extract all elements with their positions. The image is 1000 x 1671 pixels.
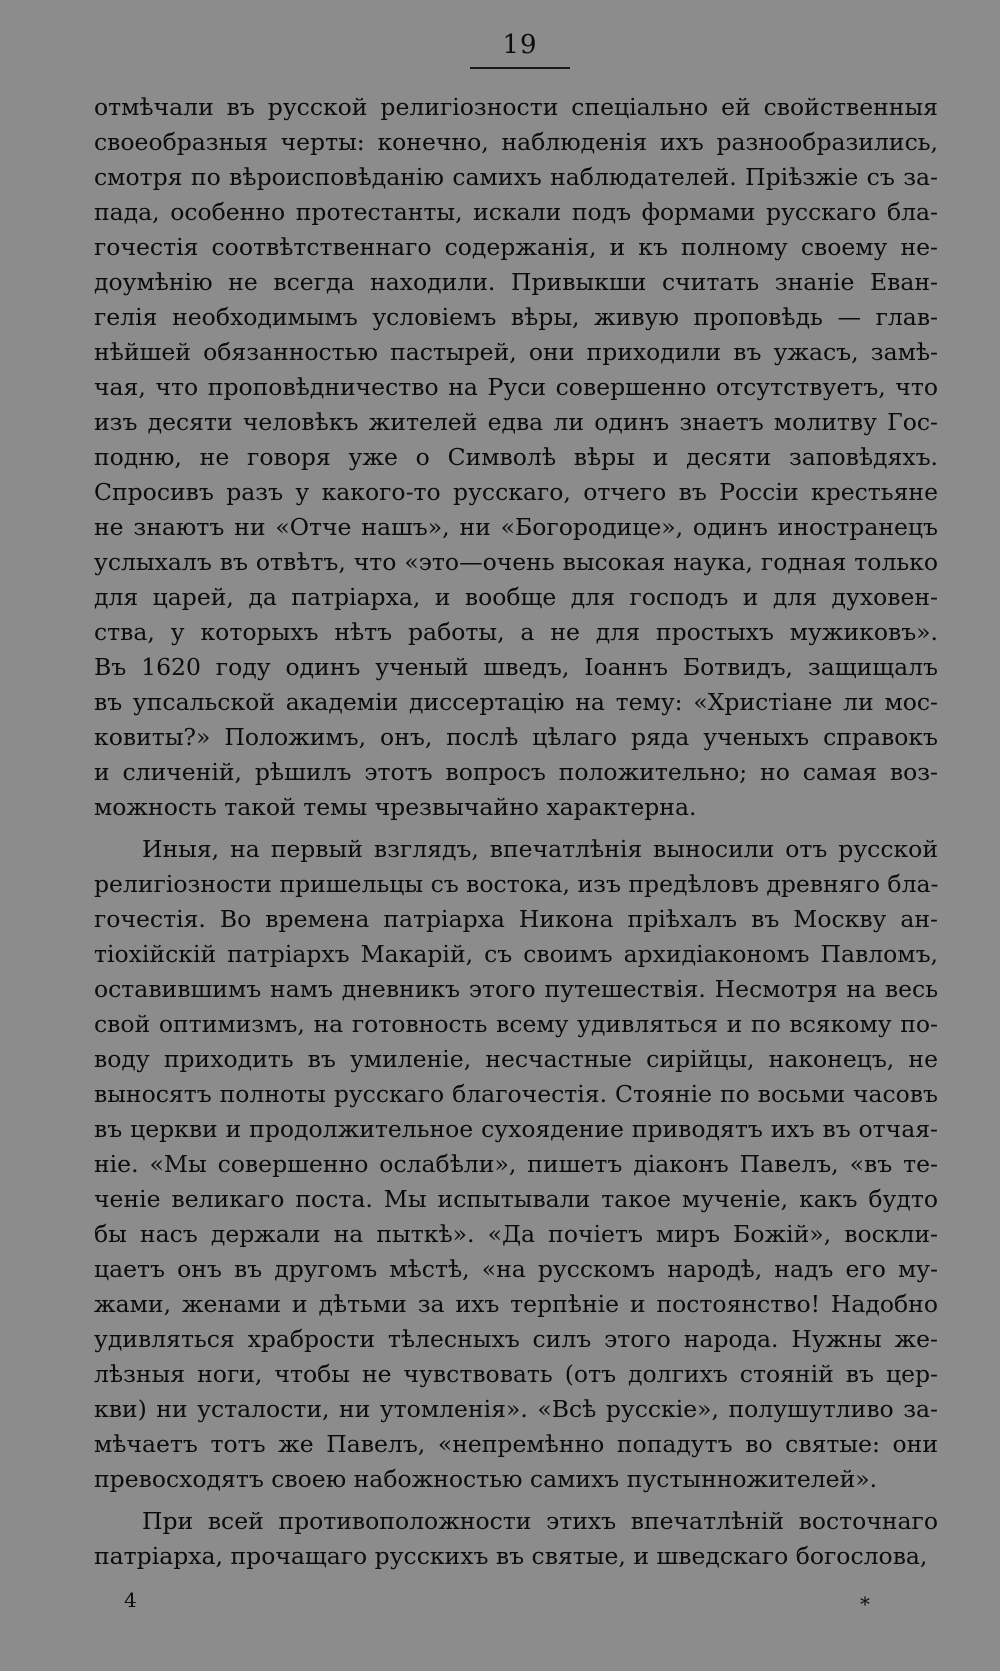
paragraph-gap <box>94 825 938 832</box>
text-line: смотря по вѣроисповѣданію самихъ наблюдателей. Пріѣзжіе съ за- <box>94 163 938 191</box>
page-number-rule <box>470 67 570 69</box>
text-line: мѣчаетъ тотъ же Павелъ, «непремѣнно попадутъ во святые: они <box>94 1430 938 1458</box>
text-line: выносятъ полноты русскаго благочестія. Стояніе по восьми часовъ <box>94 1080 938 1108</box>
text-line: ства, у которыхъ нѣтъ работы, а не для простыхъ мужиковъ». <box>94 618 938 646</box>
text-line: лѣзныя ноги, чтобы не чувствовать (отъ долгихъ стояній въ цер- <box>94 1360 938 1388</box>
text-line: гочестія. Во времена патріарха Никона пріѣхалъ въ Москву ан- <box>94 905 938 933</box>
text-line: чая, что проповѣдничество на Руси совершенно отсутствуетъ, что <box>94 373 938 401</box>
text-line: тіохійскій патріархъ Макарій, съ своимъ архидіакономъ Павломъ, <box>94 940 938 968</box>
text-line: не знаютъ ни «Отче нашъ», ни «Богородице», одинъ иностранецъ <box>94 513 938 541</box>
text-line: превосходятъ своею набожностью самихъ пустынножителей». <box>94 1465 878 1493</box>
body-text <box>94 90 938 1574</box>
text-line: изъ десяти человѣкъ жителей едва ли одинъ знаетъ молитву Гос- <box>94 408 938 436</box>
text-line: удивляться храбрости тѣлесныхъ силъ этого народа. Нужны же- <box>94 1325 938 1353</box>
text-line: гочестія соотвѣтственнаго содержанія, и къ полному своему не- <box>94 233 938 261</box>
paragraph <box>94 832 938 1497</box>
text-line: Спросивъ разъ у какого-то русскаго, отчего въ Россіи крестьяне <box>94 478 938 506</box>
text-line: отмѣчали въ русской религіозности спеціально ей свойственныя <box>94 93 938 121</box>
text-line: жами, женами и дѣтьми за ихъ терпѣніе и постоянство! Надобно <box>94 1290 938 1318</box>
text-line: можность такой темы чрезвычайно характерна. <box>94 793 697 821</box>
text-line: своеобразныя черты: конечно, наблюденія ихъ разнообразились, <box>94 128 938 156</box>
text-line: Иныя, на первый взглядъ, впечатлѣнія выносили отъ русской <box>142 835 938 863</box>
text-line: ковиты?» Положимъ, онъ, послѣ цѣлаго ряда ученыхъ справокъ <box>94 723 938 751</box>
text-line: подню, не говоря уже о Символѣ вѣры и десяти заповѣдяхъ. <box>94 443 938 471</box>
text-line: гелія необходимымъ условіемъ вѣры, живую проповѣдь — глав- <box>94 303 938 331</box>
text-line: пада, особенно протестанты, искали подъ формами русскаго бла- <box>94 198 938 226</box>
text-line: патріарха, прочащаго русскихъ въ святые, и шведскаго богослова, <box>94 1542 928 1570</box>
text-line: нѣйшей обязанностью пастырей, они приходили въ ужасъ, замѣ- <box>94 338 938 366</box>
text-line: оставившимъ намъ дневникъ этого путешествія. Несмотря на весь <box>94 975 938 1003</box>
text-line: услыхалъ въ отвѣтъ, что «это—очень высокая наука, годная только <box>94 548 938 576</box>
text-line: въ церкви и продолжительное сухоядение приводятъ ихъ въ отчая- <box>94 1115 938 1143</box>
text-line: кви) ни усталости, ни утомленія». «Всѣ русскіе», полушутливо за- <box>94 1395 938 1423</box>
signature-mark: 4 <box>124 1588 137 1612</box>
text-line: религіозности пришельцы съ востока, изъ предѣловъ древняго бла- <box>94 870 938 898</box>
text-line: ченіе великаго поста. Мы испытывали такое мученіе, какъ будто <box>94 1185 938 1213</box>
paragraph-gap <box>94 1497 938 1504</box>
text-line: въ упсальской академіи диссертацію на тему: «Христіане ли мос- <box>94 688 938 716</box>
paragraph <box>94 90 938 825</box>
text-line: доумѣнію не всегда находили. Привыкши считать знаніе Еван- <box>94 268 938 296</box>
text-line: для царей, да патріарха, и вообще для господъ и для духовен- <box>94 583 938 611</box>
text-line: ніе. «Мы совершенно ослабѣли», пишетъ діаконъ Павелъ, «въ те- <box>94 1150 938 1178</box>
text-line: Въ 1620 году одинъ ученый шведъ, Іоаннъ Ботвидъ, защищалъ <box>94 653 938 681</box>
text-line: воду приходить въ умиленіе, несчастные сирійцы, наконецъ, не <box>94 1045 938 1073</box>
page-number: 19 <box>502 30 538 60</box>
paragraph <box>94 1504 938 1574</box>
text-line: цаетъ онъ въ другомъ мѣстѣ, «на русскомъ народѣ, надъ его му- <box>94 1255 938 1283</box>
text-line: бы насъ держали на пыткѣ». «Да почіетъ миръ Божій», воскли- <box>94 1220 938 1248</box>
text-line: При всей противоположности этихъ впечатлѣній восточнаго <box>142 1507 938 1535</box>
text-line: свой оптимизмъ, на готовность всему удивляться и по всякому по- <box>94 1010 938 1038</box>
text-line: и сличеній, рѣшилъ этотъ вопросъ положительно; но самая воз- <box>94 758 938 786</box>
footer-asterisk: * <box>860 1592 870 1616</box>
